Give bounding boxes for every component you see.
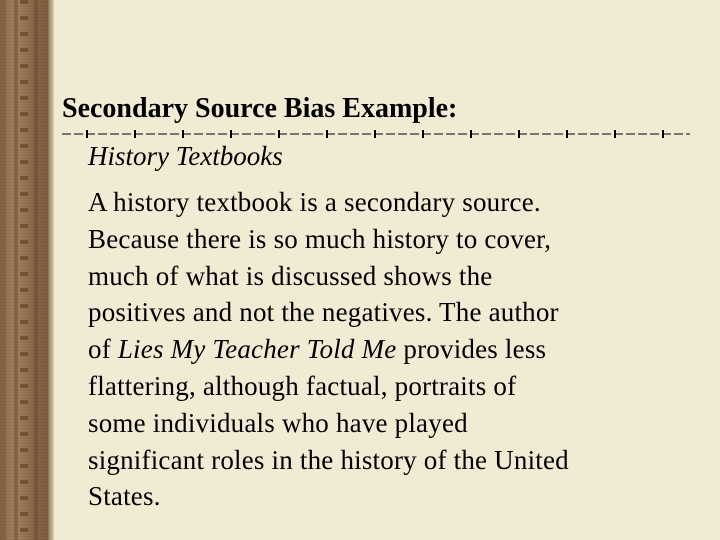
divider-tick — [182, 130, 184, 138]
divider-tick — [326, 130, 328, 138]
divider-tick — [134, 130, 136, 138]
body-line: much of what is discussed shows the — [88, 260, 493, 291]
decorative-left-strip — [0, 0, 48, 540]
body-text-segment: of — [88, 334, 118, 365]
slide-subtitle: History Textbooks — [88, 141, 283, 171]
body-line: significant roles in the history of the United — [88, 444, 569, 475]
body-line: flattering, although factual, portraits of — [88, 370, 517, 401]
body-line: some individuals who have played — [88, 407, 468, 438]
divider-tick — [278, 130, 280, 138]
body-line: A history textbook is a secondary source. — [88, 187, 541, 217]
body-line: positives and not the negatives. The author — [88, 297, 559, 328]
title-divider — [62, 128, 690, 140]
divider-tick — [470, 130, 472, 138]
divider-tick — [518, 130, 520, 138]
body-paragraph — [88, 184, 688, 515]
strip-edge — [48, 0, 54, 540]
divider-tick — [86, 130, 88, 138]
body-text-segment: provides less — [396, 334, 547, 365]
divider-tick — [374, 130, 376, 138]
divider-tick — [230, 130, 232, 138]
divider-tick — [614, 130, 616, 138]
body-line: Because there is so much history to cover, — [88, 223, 552, 254]
body-line: States. — [88, 481, 161, 512]
divider-tick — [566, 130, 568, 138]
divider-tick — [422, 130, 424, 138]
body-line-with-book-title — [88, 331, 688, 368]
slide-title: Secondary Source Bias Example: — [62, 93, 458, 124]
divider-tick — [662, 130, 664, 138]
strip-stitch — [20, 0, 28, 540]
book-title: Lies My Teacher Told Me — [117, 334, 397, 365]
